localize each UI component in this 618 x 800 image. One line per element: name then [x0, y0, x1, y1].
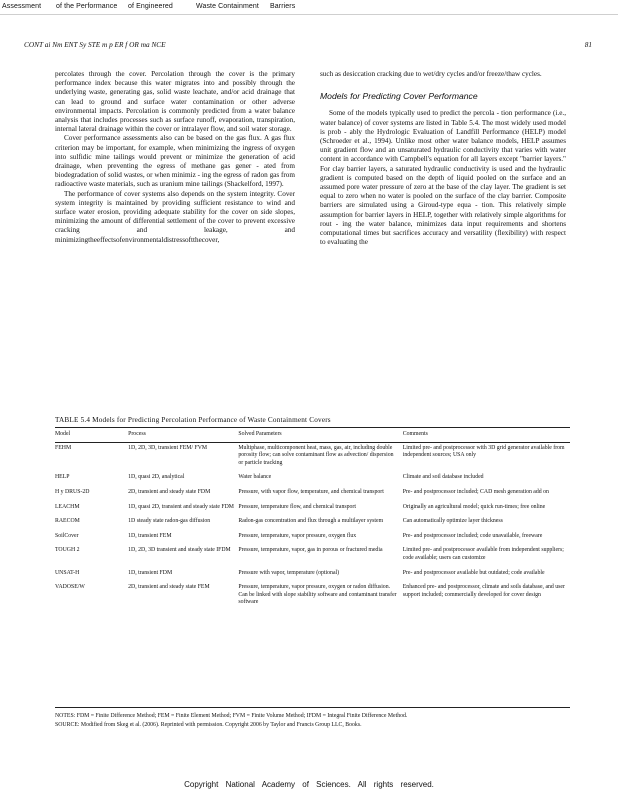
header-solved-parameters: Solved Parameters	[238, 430, 402, 442]
table-source: SOURCE: Modified from Skeg et al. (2006). Reprinted with permission. Copyright 2006 by Taylor and Francis Group LLC, Books.	[55, 721, 362, 728]
header-model: Model	[55, 430, 128, 442]
top-header-part-1: Assessment	[2, 3, 42, 10]
cell-parameters: Water balance	[238, 474, 272, 481]
cell-process: 1D, 2D, 3D, transient FEM/ FVM	[128, 444, 208, 451]
table-row	[55, 531, 570, 546]
table-row	[55, 545, 570, 567]
header-process: Process	[128, 430, 238, 442]
table-notes	[55, 712, 570, 729]
table-row	[55, 487, 570, 502]
header-comments: Comments	[403, 430, 570, 442]
cell-process: 1D, transient FEM	[128, 532, 172, 539]
table-row	[55, 516, 570, 531]
left-paragraph-3: The performance of cover systems also depends on the system integrity. Cover system integrity is maintained by providing sufficient resistance to wind and surface water erosion, providing adequate stability for the cover on side slopes, minimizing the amount of differential settlement of the cover to prevent excessive cracking and leakage, and minimizingtheeffectsofenvironmentaldistressoftthecover,	[55, 189, 295, 244]
cell-process: 1D, quasi 2D, transient and steady state FDM	[128, 503, 234, 510]
cell-comments: Climate and soil database included	[402, 474, 484, 481]
cell-parameters: Pressure with vapor, temperature (optional)	[238, 569, 340, 576]
cell-comments: Can automatically optimize layer thickness	[402, 518, 503, 525]
cell-comments: Pre- and postprocessor included; code unavailable, freeware	[402, 532, 543, 539]
table-row	[55, 502, 570, 517]
cell-comments: Enhanced pre- and postprocessor, climate and soils database, and user support included; commercially developed for cover design	[402, 584, 565, 598]
cell-process: 1D, transient FDM	[128, 569, 173, 576]
cell-comments: Limited pre- and postprocessor with 3D grid generator available from independent sources; USA only	[402, 444, 565, 459]
top-header-part-4: Waste Containment	[196, 3, 259, 10]
cell-model: VADOSE/W	[55, 584, 85, 591]
left-paragraph-2: Cover performance assessments also can be based on the gas flux. A gas flux criterion may be important, for example, when minimizing the ingress of oxygen into sulfidic mine tailings would prevent or minimize the generation of acid drainage, when preventing the egress of methane gas gener - ated from biodegradation of solid wastes, or when minimiz - ing the egress of radon gas from radioactive waste materials, such as uranium mine tailings (Shackelford, 1997).	[55, 134, 295, 189]
running-head-title: CONT ai Nm ENT Sy STE m p ER f OR ma NCE	[24, 40, 166, 49]
cell-parameters: Radon-gas concentration and flux through a multilayer system	[238, 518, 384, 525]
table-top-rule	[55, 427, 570, 428]
cell-comments: Limited pre- and postprocessor available from independent suppliers; code available; users can customize	[402, 547, 564, 561]
top-header-part-2: of the Performance	[56, 3, 118, 10]
cell-process: 1D, quasi 2D, analytical	[128, 474, 185, 481]
right-continuation: such as desiccation cracking due to wet/dry cycles and/or freeze/thaw cycles.	[320, 70, 542, 78]
cell-model: RAECOM	[55, 518, 80, 525]
cell-comments: Pre- and postprocessor available but outdated; code available	[402, 569, 545, 576]
top-header-part-3: of Engineered	[128, 3, 173, 10]
cell-model: LEACHM	[55, 503, 80, 510]
cell-model: UNSAT-H	[55, 569, 80, 576]
section-heading: Models for Predicting Cover Performance	[320, 91, 478, 102]
cell-parameters: Pressure, temperature, vapor pressure, oxygen or radon diffusion. Can be linked with slope stability software and contaminant transfer software	[238, 584, 397, 606]
cell-model: TOUGH 2	[55, 547, 80, 554]
cell-process: 1D steady state radon-gas diffusion	[128, 518, 211, 525]
models-table	[55, 430, 570, 612]
cell-parameters: Pressure, temperature flow, and chemical transport	[238, 503, 356, 510]
cell-process: 2D, transient and steady state FEM	[128, 584, 210, 591]
left-column	[55, 70, 295, 245]
cell-process: 2D, transient and steady state FDM	[128, 488, 211, 495]
left-paragraph-1: percolates through the cover. Percolation through the cover is the primary performance index because this water migrates into and possibly through the underlying waste, generating gas, solid waste leachate, and/or acid drainage that can lead to ground and surface water contamination or other adverse environmental impacts. Percolation is commonly predicted from a water balance analysis that includes processes such as surface runoff, evaporation, transpiration, internal lateral drainage within the cover or intralayer flow, and soil water storage.	[55, 70, 295, 134]
cell-model: SoilCover	[55, 532, 79, 539]
table-bottom-rule	[55, 707, 570, 708]
cell-comments: Pre- and postprocessor included; CAD mesh generation add on	[402, 488, 549, 495]
table-row	[55, 472, 570, 487]
cell-process: 1D, 2D, 3D transient and steady state IFDM	[128, 547, 231, 554]
table-caption: TABLE 5.4 Models for Predicting Percolation Performance of Waste Containment Covers	[55, 416, 331, 424]
table-row	[55, 582, 570, 612]
table-row	[55, 568, 570, 583]
cell-model: H y DRUS-2D	[55, 488, 90, 495]
right-column	[320, 70, 566, 247]
cell-parameters: Pressure, temperature, vapor pressure, oxygen flux	[238, 532, 357, 539]
cell-parameters: Pressure, with vapor flow, temperature, and chemical transport	[238, 488, 384, 495]
cell-parameters: Pressure, temperature, vapor, gas in porous or fractured media	[238, 547, 383, 554]
top-header-part-5: Barriers	[270, 3, 296, 10]
table-notes-abbreviations: NOTES: FDM = Finite Difference Method; FEM = Finite Element Method; FVM = Finite Volume Method; IFDM = Integral Finite Difference Method.	[55, 713, 408, 719]
cell-model: HELP	[55, 474, 70, 481]
table-row	[55, 442, 570, 472]
table-header-row	[55, 430, 570, 442]
document-top-bar	[0, 0, 618, 15]
cell-parameters: Multiphase, multicomponent heat, mass, gas, air, including double porosity flow; can solve contaminant flow as advection/ dispersion or particle tracking	[238, 444, 394, 466]
right-paragraph: Some of the models typically used to predict the percola - tion performance (i.e., water balance) of cover systems are listed in Table 5.4. The most widely used model is prob - ably the Hydrologic Evaluation of Landfill Performance (HELP) model (Schroeder et al., 1994). Unlike most other water balance models, HELP assumes unit gradient flow and an unsaturated hydraulic conductivity that varies with water content in accordance with Campbell's equation for all layers except "barrier layers." For clay barrier layers, a saturated hydraulic conductivity is used and the hydraulic gradient is computed based on the depth of liquid pooled on the surface and an assumed pore water pressure of zero at the base of the clay layer. The gradient is set equal to zero when no water is pooled on the surface of the clay barrier. Composite barriers are simulated using a Giroud-type equa - tion. This relatively simple assumption for barrier layers in HELP, together with relatively simple algorithms for rout - ing the water balance, minimizes data input requirements and shortens computational times but sacrifices accuracy and versatility (flexibility) with respect to evaluating the	[320, 109, 566, 247]
page-number: 81	[584, 40, 592, 49]
copyright-footer: Copyright National Academy of Sciences. All rights reserved.	[184, 780, 434, 789]
cell-model: FEHM	[55, 444, 72, 451]
cell-comments: Originally an agricultural model; quick run-times; free online	[402, 503, 546, 510]
running-head	[24, 40, 592, 49]
